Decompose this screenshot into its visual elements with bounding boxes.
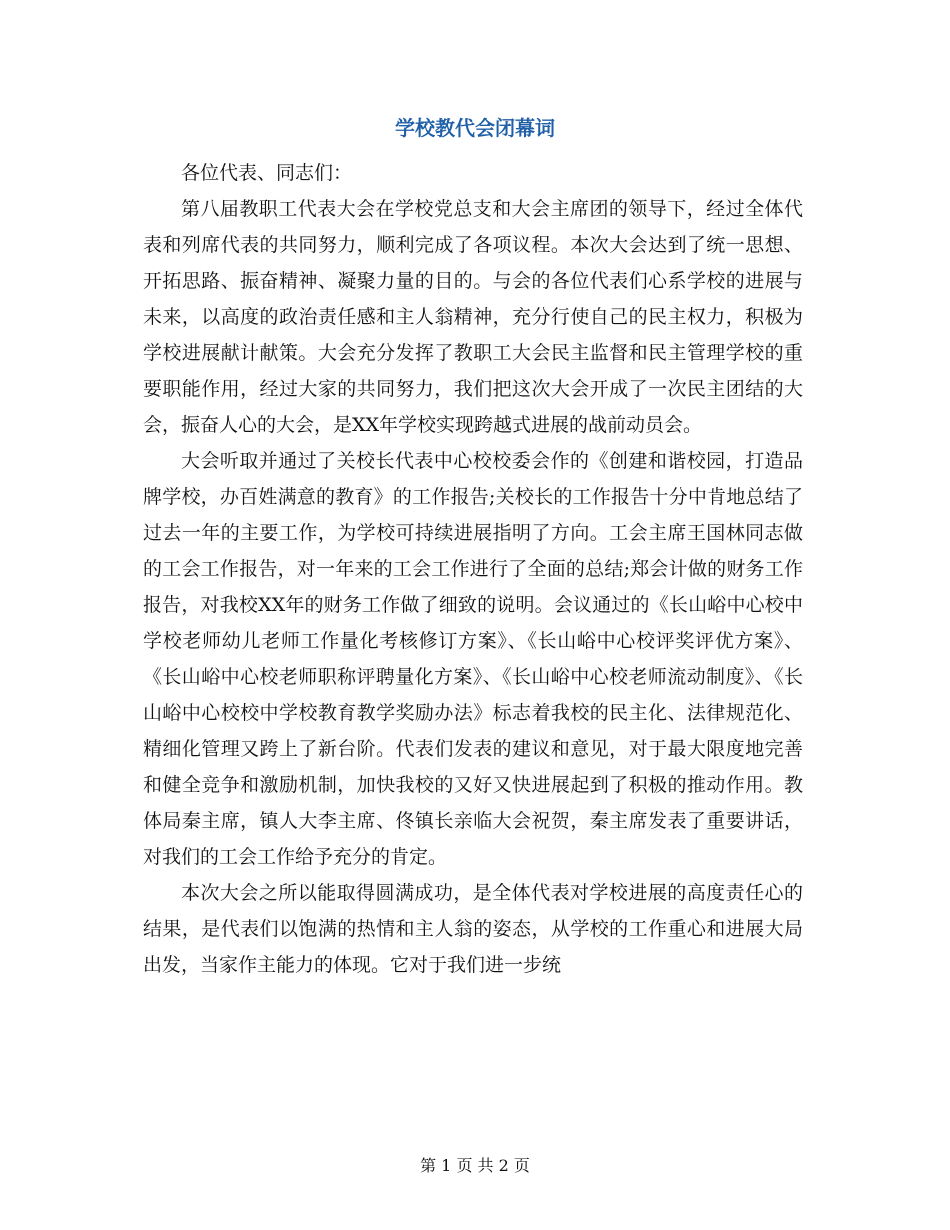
page-number-footer: 第 1 页 共 2 页 (420, 1156, 530, 1175)
body-paragraph: 第八届教职工代表大会在学校党总支和大会主席团的领导下，经过全体代表和列席代表的共同努力，顺利完成了各项议程。本次大会达到了统一思想、开拓思路、振奋精神、凝聚力量的目的。与会的各位代表们心系学校的进展与未来，以高度的政治责任感和主人翁精神，充分行使自己的民主权力，积极为学校进展献计献策。大会充分发挥了教职工大会民主监督和民主管理学校的重要职能作用，经过大家的共同努力，我们把这次大会开成了一次民主团结的大会，振奋人心的大会，是XX年学校实现跨越式进展的战前动员会。 (143, 198, 803, 436)
document-title: 学校教代会闭幕词 (395, 116, 555, 140)
salutation-paragraph: 各位代表、同志们： (181, 162, 353, 184)
body-paragraph: 本次大会之所以能取得圆满成功，是全体代表对学校进展的高度责任心的结果，是代表们以饱满的热情和主人翁的姿态，从学校的工作重心和进展大局出发，当家作主能力的体现。它对于我们进一步统 (143, 882, 803, 976)
document-body (143, 155, 803, 983)
body-paragraph: 大会听取并通过了关校长代表中心校校委会作的《创建和谐校园，打造品牌学校，办百姓满意的教育》的工作报告;关校长的工作报告十分中肯地总结了过去一年的主要工作，为学校可持续进展指明了方向。工会主席王国林同志做的工会工作报告，对一年来的工会工作进行了全面的总结;郑会计做的财务工作报告，对我校XX年的财务工作做了细致的说明。会议通过的《长山峪中心校中学校老师幼儿老师工作量化考核修订方案》、《长山峪中心校评奖评优方案》、《长山峪中心校老师职称评聘量化方案》、《长山峪中心校老师流动制度》、《长山峪中心校校中学校教育教学奖励办法》标志着我校的民主化、法律规范化、精细化管理又跨上了新台阶。代表们发表的建议和意见，对于最大限度地完善和健全竞争和激励机制，加快我校的又好又快进展起到了积极的推动作用。教体局秦主席，镇人大李主席、佟镇长亲临大会祝贺，秦主席发表了重要讲话，对我们的工会工作给予充分的肯定。 (143, 450, 803, 868)
